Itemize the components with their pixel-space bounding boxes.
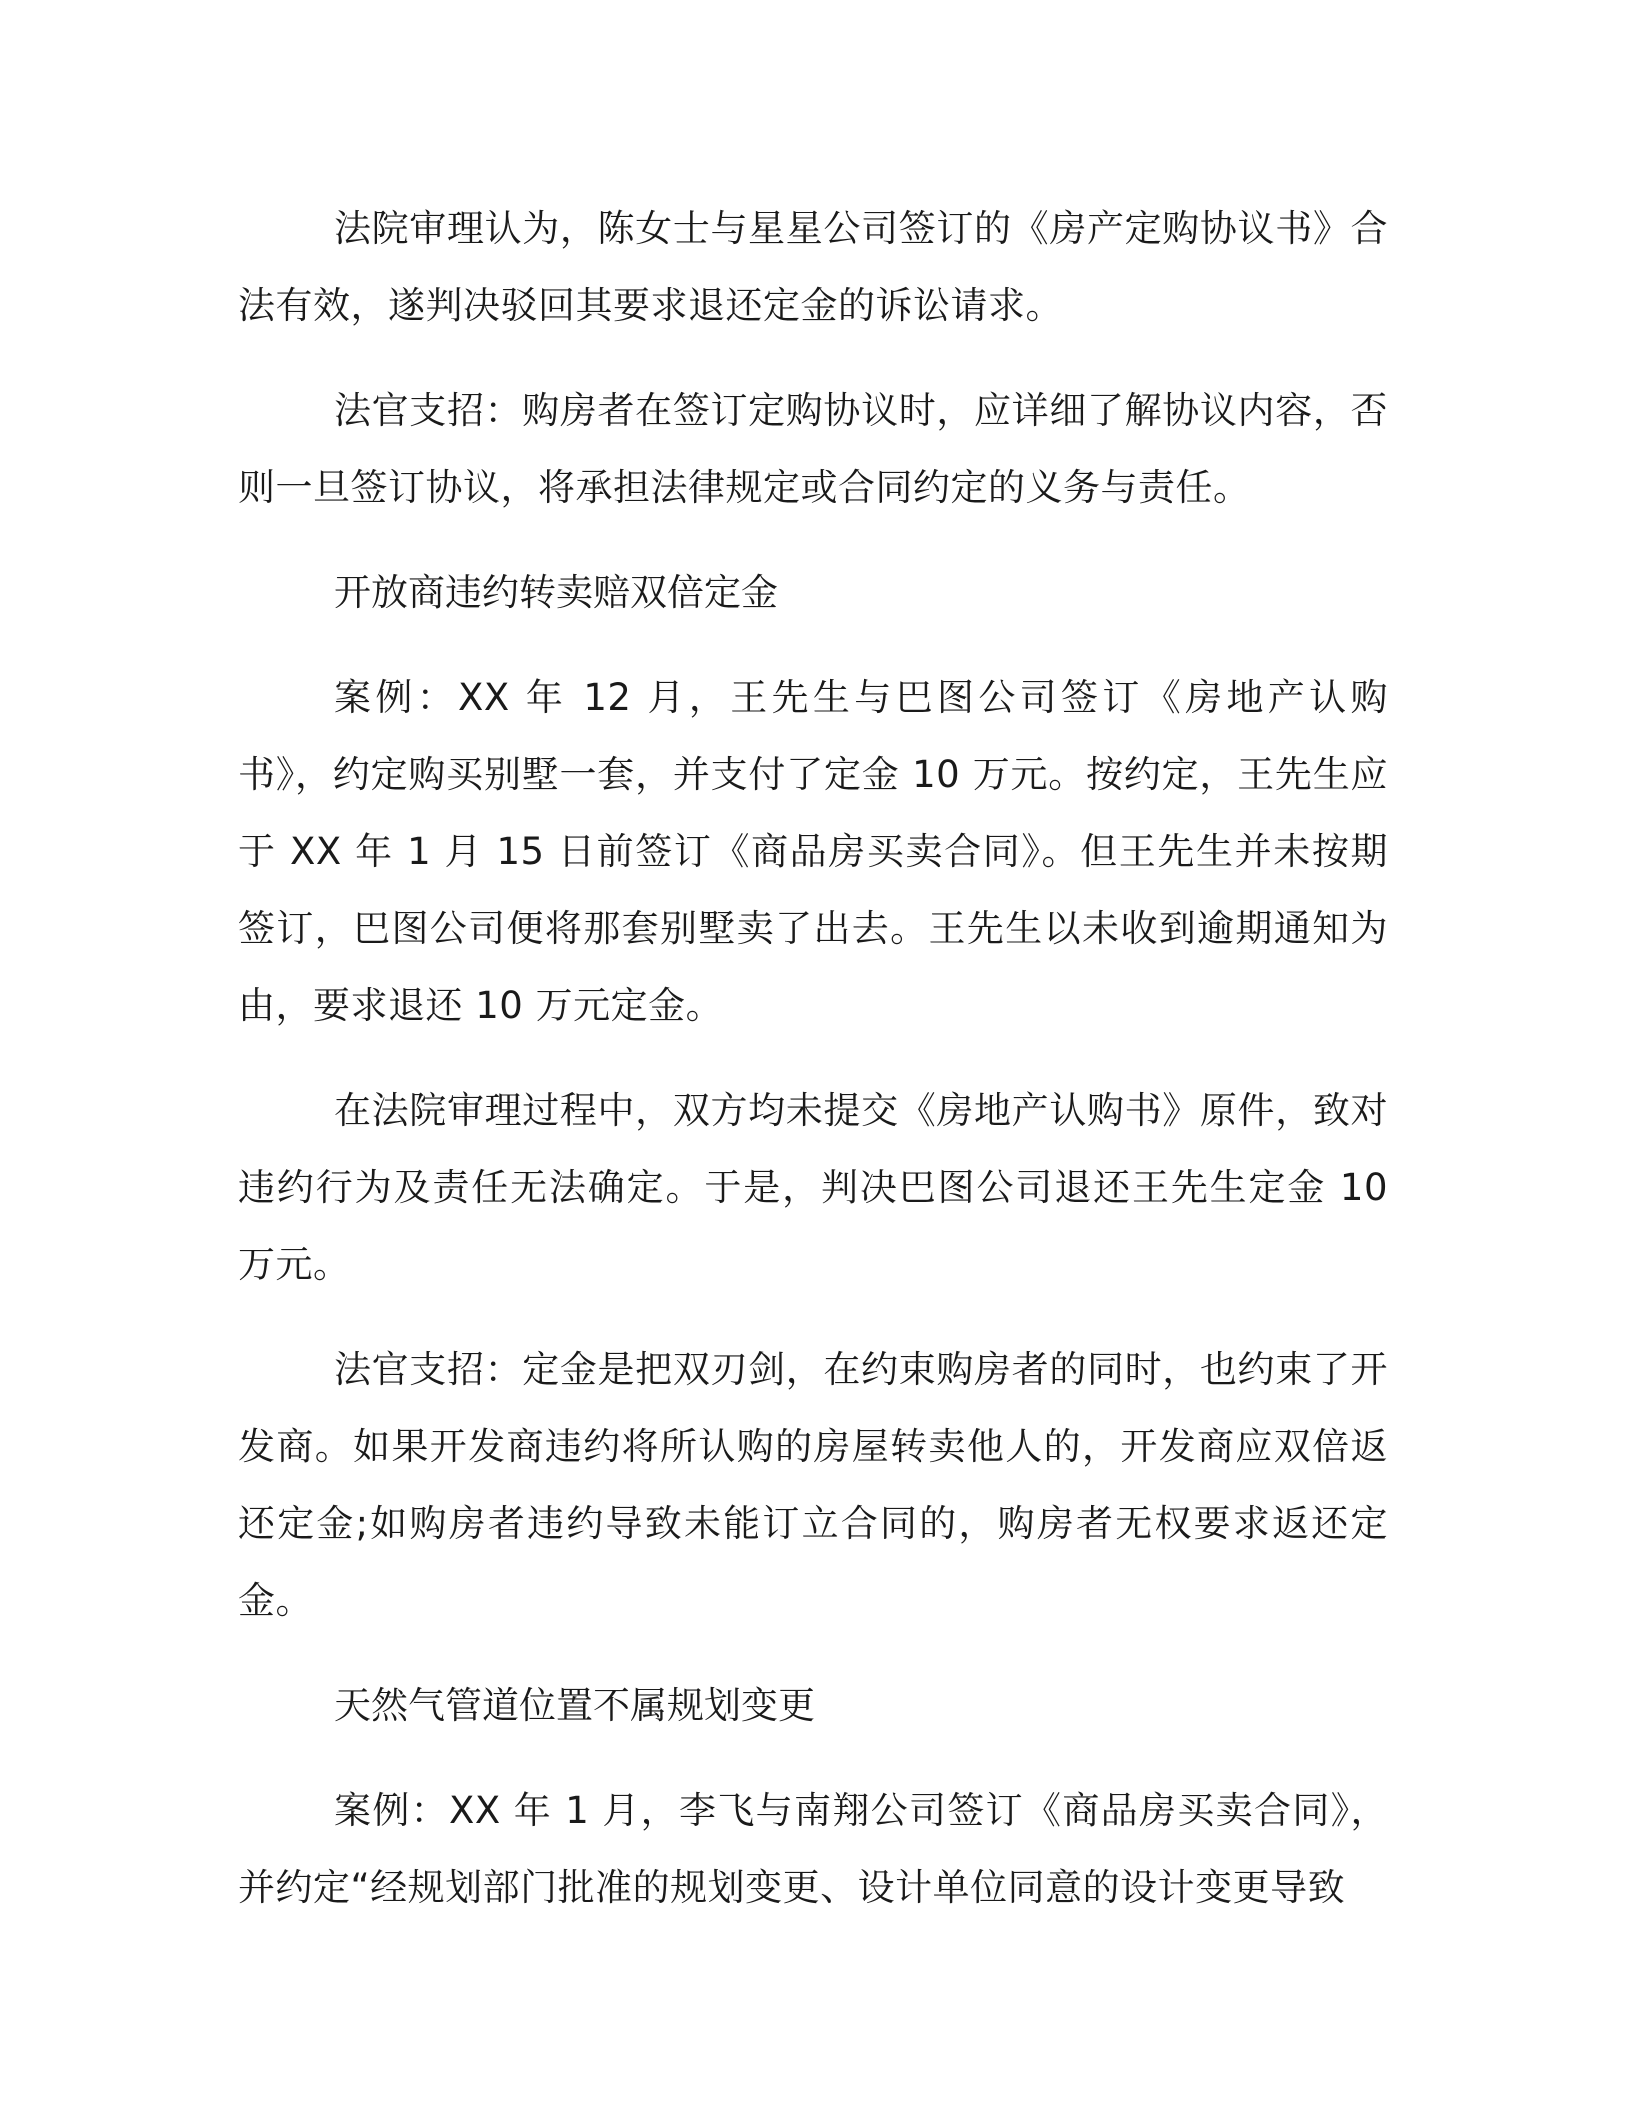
paragraph-case-li: 案例：XX 年 1 月，李飞与南翔公司签订《商品房买卖合同》，并约定“经规划部门批准的规划变更、设计单位同意的设计变更导致 [238, 1789, 1388, 1909]
paragraph-case-wang: 案例：XX 年 12 月，王先生与巴图公司签订《房地产认购书》，约定购买别墅一套，并支付了定金 10 万元。按约定，王先生应于 XX 年 1 月 15 日前签订《商品房买卖合同》。但王先生并未按期签订，巴图公司便将那套别墅卖了出去。王先生以未收到逾期通知为由，要求退还 10 万元定金。 [238, 676, 1388, 1027]
document-page [238, 190, 1388, 1926]
paragraph-judge-advice-1: 法官支招：购房者在签订定购协议时，应详细了解协议内容，否则一旦签订协议，将承担法律规定或合同约定的义务与责任。 [238, 389, 1388, 509]
section-heading-gas-pipeline: 天然气管道位置不属规划变更 [334, 1684, 815, 1727]
paragraph-trial-wang: 在法院审理过程中，双方均未提交《房地产认购书》原件，致对违约行为及责任无法确定。于是，判决巴图公司退还王先生定金 10 万元。 [238, 1089, 1388, 1286]
section-heading-double-deposit: 开放商违约转卖赔双倍定金 [334, 571, 778, 614]
paragraph-court-ruling: 法院审理认为，陈女士与星星公司签订的《房产定购协议书》合法有效，遂判决驳回其要求退还定金的诉讼请求。 [238, 207, 1388, 327]
paragraph-judge-advice-2: 法官支招：定金是把双刃剑，在约束购房者的同时，也约束了开发商。如果开发商违约将所认购的房屋转卖他人的，开发商应双倍返还定金;如购房者违约导致未能订立合同的，购房者无权要求返还定金。 [238, 1348, 1388, 1622]
